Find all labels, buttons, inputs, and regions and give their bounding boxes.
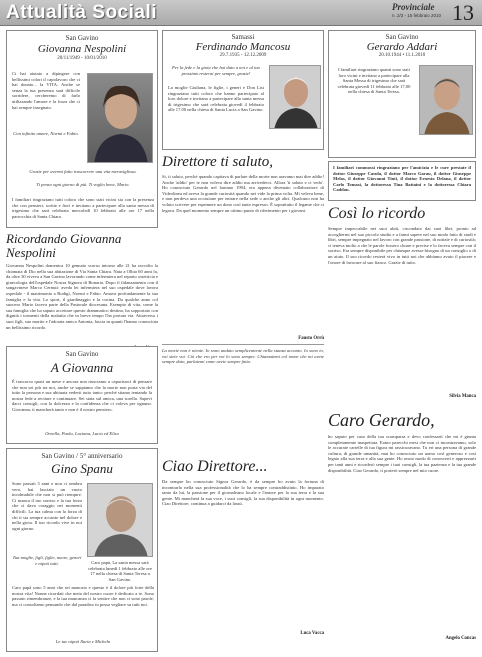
page-header (0, 0, 482, 26)
portrait-photo (419, 65, 473, 135)
spanu-obituary (6, 448, 158, 652)
article-body: Giovanna Nespolini domenica 10 gennaio scorso intorno alle 21 ha raccolto la chiamata di Dio nella sua abitazione di Via Santa Chiara. Nata a Olbia 60 anni fa, da oltre 30 viveva a San Gavino lavorando come infermiera nel reparto ostetricia e ginecologia dell'ospedale Nostra Signora di Bonaria. Dopo il fidanzamento con il sangavinese Marco Cernuti: aveda lei infermiera nel suo ospedale dove lavora ospedale - il matrimonio a Rodigi, Noemi e Fabio. Amava profondamente la sua famiglia e la vita. Lo sport, il giardinaggio e la cucina. Da qualche anno col suocero Mario faceva parte della Pastorale diocesana. Esempio di vita, come la sua famiglia che ha saputo accettare questo drammatico destino, ha sopportato con dignità i tormenti della malattia che in breve tempo l'ha portata via. Attraverso i suoi figli, suo marito e l'adorata amica Antonia, lascia in quanti l'hanno conosciuta un bellissimo ricordo. (6, 263, 158, 330)
a-giovanna-box (6, 346, 158, 444)
portrait-photo (87, 483, 153, 557)
grandchildren-signature: Le tue nipoti Ilaria e Michela (55, 639, 111, 644)
article-title: Così lo ricordo (328, 205, 426, 222)
family-note: I familiari ringraziano tutti coloro che sono stati vicini sia con la presenza che con pensieri, scritte e fiori e invitano a partecipare alla santa messa di trigesimo che sarà celebrata mercoledì 10 febbraio alle ore 17 nella parrocchia di Santa Chiara. (12, 197, 154, 219)
cosi-lo-ricordo-article (328, 205, 476, 407)
photo-caption: Caro papà, La santa messa sarà celebrata lunedì 1 febbraio alle ore 17 nella chiesa di Santa Teresa a San Gavino. (88, 560, 152, 582)
obituary-name: Gino Spanu (51, 461, 113, 476)
poem-text: Ci hai aiutato a dipingere con bellissimi colori il capolavoro che ci hai donato... la VITA. Anche se senza la tua presenza sarà difficile sorridere, cercheremo di farlo utilizzando l'amore e la forza che ci hai sempre insegnato. (12, 71, 80, 110)
family-note: I familiari ringraziano quanti sono stati loro vicini e invitano a partecipare alla Santa Messa di trigesimo che sarà celebrata giovedì 11 febbraio alle 17,00 nella chiesa di Santa Teresa. (337, 67, 411, 95)
kicker: San Gavino (385, 33, 419, 41)
obituary-name: Giovanna Nespolini (37, 43, 127, 55)
obituary-text: Sono passati 5 anni e non ci sembra vero, hai lasciato un vuoto incolmabile che non si può riempire. Ci manca il tuo sorriso e la tua forza che ci dava coraggio nei momenti difficili. La tua calma con la forza di chi ti sta sempre accanto nel dolore e nella gioia. Il tuo ricordo vive in noi ogni giorno. (12, 481, 82, 531)
article-title: Ricordando Giovanna Nespolini (6, 231, 122, 260)
ciao-direttore-article (162, 458, 324, 652)
article-signature: Fausto Orrù (298, 336, 324, 341)
article-title: Ciao Direttore... (162, 458, 268, 475)
article-body: Da sempre ho conosciuto Signor Gerardo, è da sempre ho avuto la fortuna di incontrarlo nella sua professionalità che lo ha sempre contraddistinto. Ho imparato tanto da lui, la passione per il giornalismo locale e l'amore per la sua terra e la sua gente. Mi mancherà la sua voce, i suoi consigli, la sua disponibilità in ogni momento. Ciao Direttore, continua a guidarci da lassù. (162, 479, 324, 507)
issue-info: n. 2/3 - 15 febbraio 2010 (392, 13, 442, 18)
obituary-dates: 20.10.1944 • 11.1.2010 (378, 53, 426, 58)
article-title: Caro Gerardo, (328, 410, 435, 430)
article-signature: Angelo Concas (445, 636, 476, 641)
portrait-photo (269, 65, 321, 129)
kicker: Samassi (231, 33, 255, 41)
mancosu-obituary (162, 30, 324, 150)
obituary-dates: 20/11/1949 - 10/01/2010 (57, 56, 107, 61)
family-signature: Tua moglie, figli, figlie, nuore, generi e nipoti tutti. (12, 555, 82, 566)
article-signature: Luca Vacca (300, 631, 324, 636)
obituary-name: Gerardo Addari (366, 41, 438, 53)
thanks-text: Grazie per avermi fatto trascorrere una vita meravigliosa. (29, 169, 137, 174)
obituary-text-2: Caro papà sono 5 anni che sei mancato e questo è il dolore più forte della nostra vita! Nonne ricordati che meta del nostro cuore è dedicato a te. Sono passato rimembranze, e la tua mancanza ci fa sentire che non ci sono parole, ma ci consoliamo pensando che dal paradiso tu possa vegliare su tutti noi. (12, 585, 154, 607)
publication-name: Provinciale (392, 2, 435, 12)
poem-signature: Con infinito amore, Noemi e Fabio. (13, 131, 79, 136)
kicker: San Gavino (65, 34, 99, 42)
page-number: 13 (452, 0, 474, 25)
section-title: Attualità Sociali (6, 2, 158, 23)
article-title: Direttore ti saluto, (162, 154, 273, 170)
family-note: La moglie Giuliana, le figlie, i generi e Don Lisi ringraziano tutti coloro che hanno partecipato al loro dolore e invitano a partecipare alla santa messa di trigesimo che sarà celebrata giovedì 4 febbraio alle 17.00 nella chiesa di Santa Lucia a San Gavino. (168, 85, 264, 113)
article-title: A Giovanna (50, 360, 114, 375)
addari-obituary (328, 30, 476, 158)
poem-text: La morte non è niente. Io sono andato semplicemente nella stanza accanto. Io sono io, voi siete voi. Ciò che ero per voi lo sono sempre. Chiamatemi col nome che mi avete sempre dato, parlatemi come avete sempre fatto. (162, 348, 324, 365)
article-body: ho saputo per caso della tua scomparsa e devo confessarti che mi è giunta completamente inaspettata. Erano parecchi mesi che non ci incontravamo, solo le accurate cartelle di tua figura mi rassicuravano. Tu eri una persona di grande cultura, di grande umanità, mai ho conosciuto un uomo così generoso e così legato alla sua terra e alla sua gente. Ho avuto modo di conoscerti e apprezzarti per tanti anni e ricorderò sempre i tuoi consigli, la tua pazienza e la tua grande disponibilità. Ciao Gerardo, ti porterò sempre nel mio cuore. (328, 434, 476, 473)
article-signature: Ornella, Paola, Luciana, Lucia ed Eliso (45, 431, 119, 436)
thanks-signature: Ti penso ogni giorno di più. Ti voglio bene, Mario. (36, 182, 130, 187)
ricordando-article (6, 232, 158, 344)
article-signature: Silvia Manca (449, 394, 476, 399)
article-body: Sempre impeccabile nei suoi abiti, circondato dai suoi libri, pronto ad accogliermi nel suo piccolo studio e a farmi sapere nel suo modo fatto di studi e libri, sempre impegnato nel lavoro con grande passione, di notizie e di curiosità; ci teneva molto a che le parole fossero chiare e precise e lo faceva sempre con il sorriso. Era sempre disponibile per chiunque avesse bisogno di un consiglio o di un aiuto. Il suo ricordo resterà vivo in tutti noi che abbiamo avuto il piacere e l'onore di lavorare al suo fianco. Grazie di tutto. (328, 226, 476, 265)
nespolini-obituary (6, 30, 158, 228)
obituary-quote: Per la fede e la gioia che hai dato a noi e al tuo prossimo resterai per sempre, grazie! (172, 65, 260, 76)
thanks-text: I familiari commossi ringraziano per l'amicizia e le cure prestate il dottor Giuseppe Casula, il dottor Marco Garau, il dottor Giuseppe Melas, il dottor Giovanni Tinti, il dottor Ernesto Delana, il dottor Carlo Tomasi, la dottoressa Tina Battaiui e la dottoressa Chiara Caddon. (333, 165, 471, 193)
obituary-name: Ferdinando Mancosu (195, 41, 291, 53)
kicker: San Gavino / 5° anniversario (41, 452, 123, 460)
caro-gerardo-article (328, 410, 476, 652)
article-body: È trascorso quasi un mese e ancora non riusciamo a capacitarci di pensare che non sei più tra noi, anche se sappiamo che la morte non porta via del tutto la persona e sua abituata vederti tutto tanto: perché stiamo tentando la nostra fede a recitare e continuare. Sei stata sul amica, una sorella. Sapevi darci consigli, con la dolcezza e la confidenza che ci voleva per ognuno. Giovanna, ti mancherà tanto e non è il nostro pensiero. (12, 379, 152, 412)
direttore-article (162, 154, 324, 454)
obituary-dates: 29.7.1935 - 12.12.2009 (219, 53, 267, 58)
kicker: San Gavino (65, 350, 99, 358)
addari-thanks-box (328, 161, 476, 201)
article-body: Si, ti saluto, perché quando capitava di parlare della morte non aravamo mai dire addio! Anche 'addio' per te non voleva dire addio ma arrivederci. Allora 'ti saluto e ci vedo'. Ho conosciuto Gerardo nel lontano 1994, era appena diventato collaboratore di Videolinea ed aveva la grande curiosità quando nei vide la prima volta. Mi veleva bene, e non perdeva una occasione per entrare nella sede o anche gli altri. Qualcuno non ha voluto scrivere per esprimere un dono così tanto espresso. È soprattutto il legame che ci legava. Da quel momento sempre un ottimo punto di riferimento per i giovani. (162, 174, 324, 213)
portrait-photo (87, 73, 153, 163)
